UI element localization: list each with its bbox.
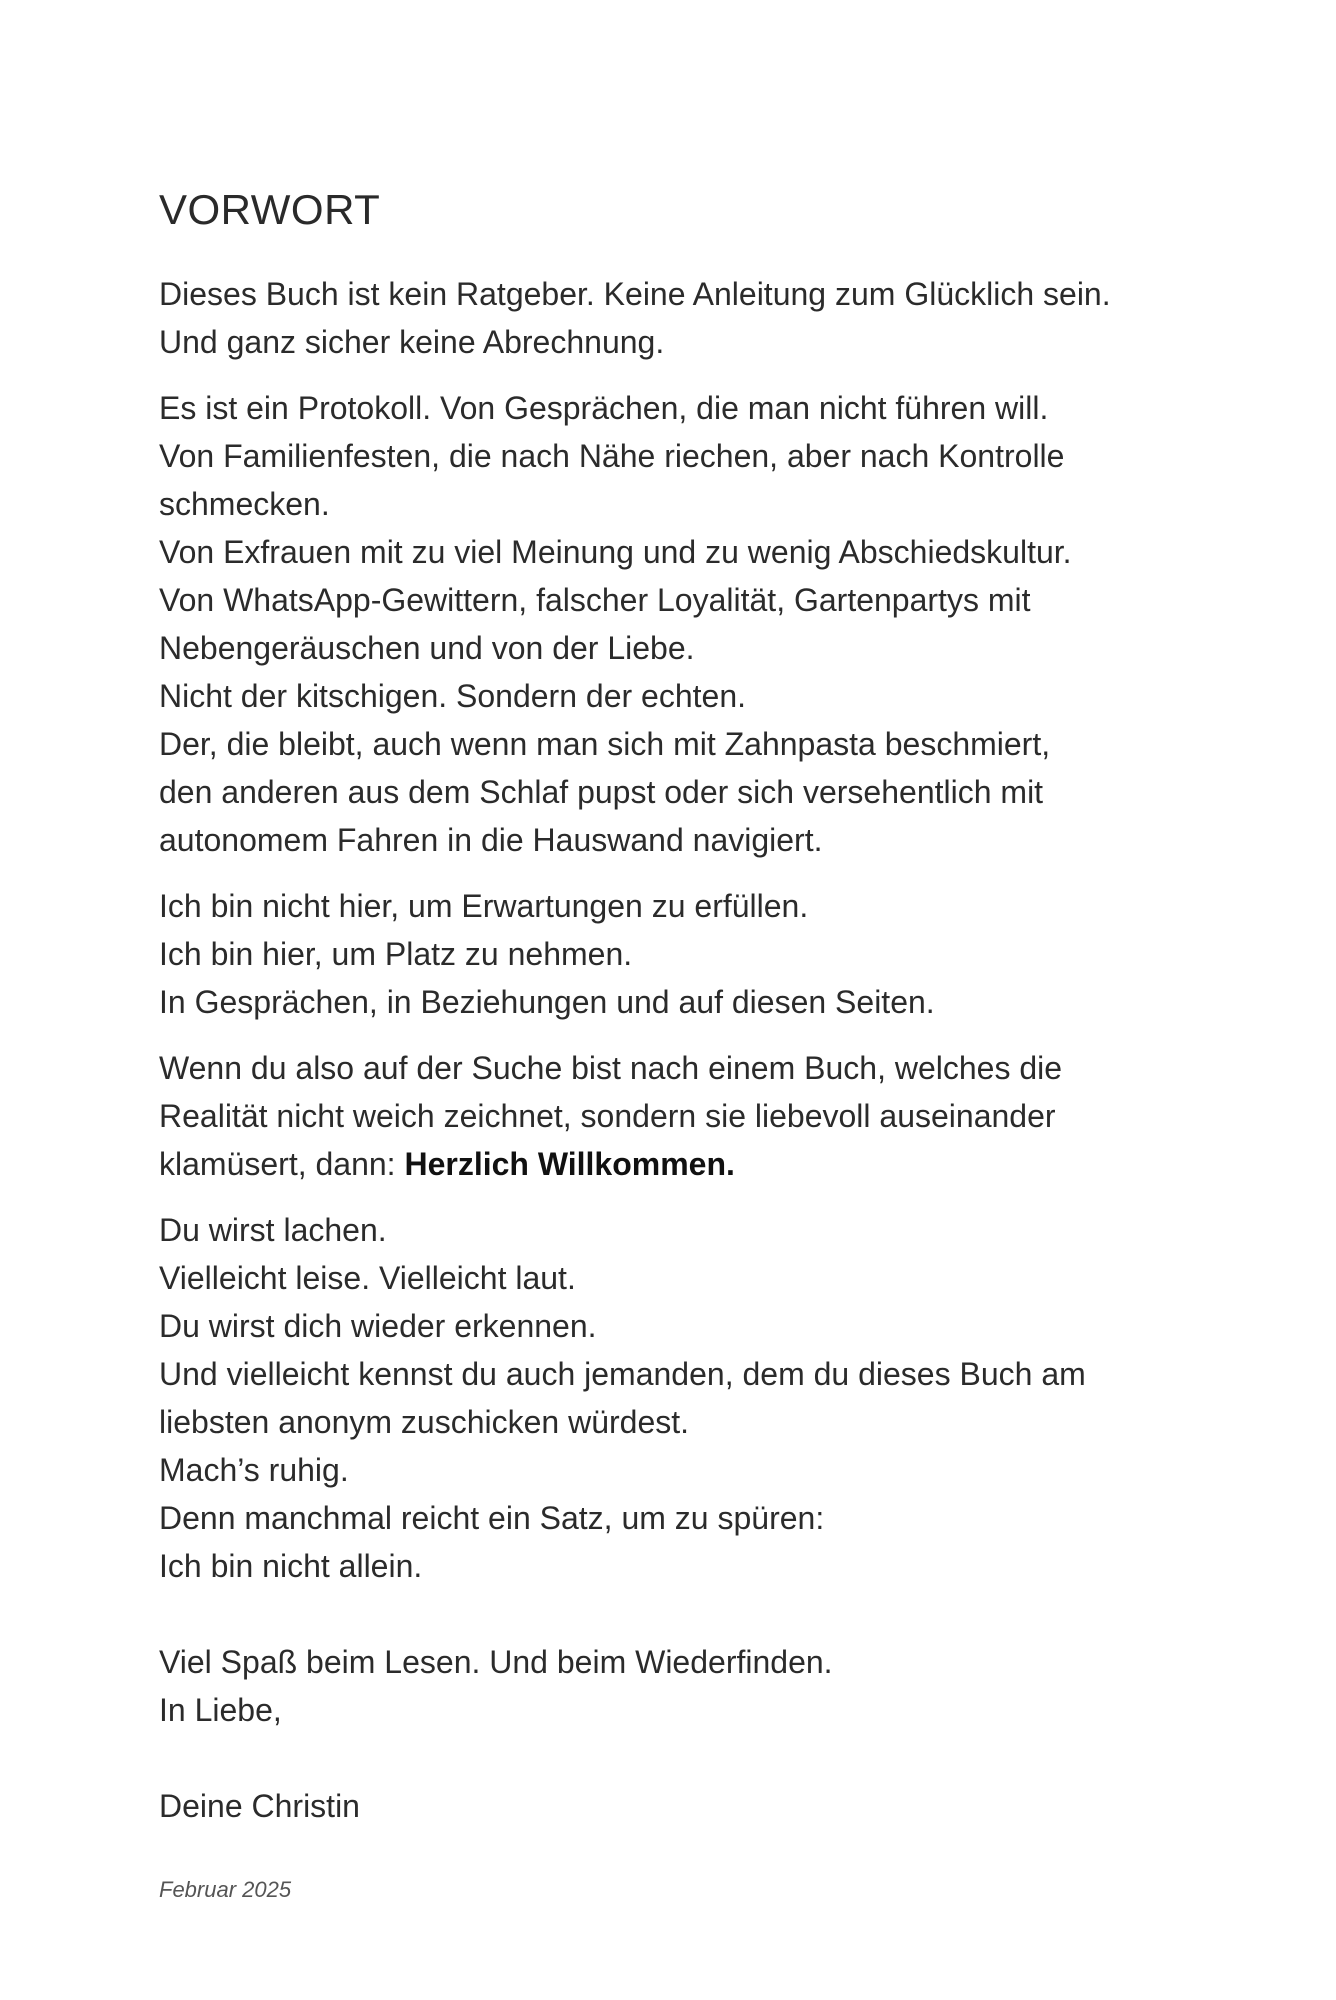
- text-fragment: klamüsert, dann:: [159, 1146, 405, 1182]
- text-line: Es ist ein Protokoll. Von Gesprächen, die man nicht führen will.: [159, 390, 1049, 426]
- text-line: Dieses Buch ist kein Ratgeber. Keine Anleitung zum Glücklich sein.: [159, 276, 1111, 312]
- text-line: autonomem Fahren in die Hauswand navigiert.: [159, 822, 823, 858]
- text-line: Von Familienfesten, die nach Nähe riechen, aber nach Kontrolle: [159, 438, 1065, 474]
- page-title: VORWORT: [159, 186, 381, 233]
- paragraph-3: [159, 882, 1219, 1026]
- text-line: Ich bin nicht allein.: [159, 1548, 423, 1584]
- text-line: Wenn du also auf der Suche bist nach einem Buch, welches die: [159, 1050, 1063, 1086]
- welcome-emphasis: Herzlich Willkommen.: [404, 1146, 735, 1182]
- text-line: Realität nicht weich zeichnet, sondern sie liebevoll auseinander: [159, 1098, 1056, 1134]
- text-line: Vielleicht leise. Vielleicht laut.: [159, 1260, 576, 1296]
- paragraph-5: [159, 1206, 1219, 1590]
- text-line: Ich bin nicht hier, um Erwartungen zu erfüllen.: [159, 888, 809, 924]
- text-line: schmecken.: [159, 486, 330, 522]
- text-line: Nebengeräuschen und von der Liebe.: [159, 630, 695, 666]
- paragraph-6: [159, 1638, 1219, 1734]
- spacer: [159, 1752, 1219, 1782]
- text-line: Viel Spaß beim Lesen. Und beim Wiederfinden.: [159, 1644, 833, 1680]
- text-line: In Gesprächen, in Beziehungen und auf diesen Seiten.: [159, 984, 935, 1020]
- text-line: Und ganz sicher keine Abrechnung.: [159, 324, 665, 360]
- text-line: Du wirst lachen.: [159, 1212, 387, 1248]
- text-line: Von WhatsApp-Gewittern, falscher Loyalität, Gartenpartys mit: [159, 582, 1031, 618]
- paragraph-2: [159, 384, 1219, 864]
- text-line: Von Exfrauen mit zu viel Meinung und zu wenig Abschiedskultur.: [159, 534, 1072, 570]
- text-line: Und vielleicht kennst du auch jemanden, dem du dieses Buch am: [159, 1356, 1086, 1392]
- spacer: [159, 1608, 1219, 1638]
- paragraph-4: [159, 1044, 1219, 1188]
- text-line: Ich bin hier, um Platz zu nehmen.: [159, 936, 633, 972]
- paragraph-1: [159, 270, 1219, 366]
- text-line: Mach’s ruhig.: [159, 1452, 349, 1488]
- text-line: den anderen aus dem Schlaf pupst oder sich versehentlich mit: [159, 774, 1044, 810]
- text-line-with-emphasis: [159, 1140, 1219, 1188]
- text-line: Denn manchmal reicht ein Satz, um zu spüren:: [159, 1500, 825, 1536]
- text-line: Du wirst dich wieder erkennen.: [159, 1308, 597, 1344]
- text-line: Der, die bleibt, auch wenn man sich mit Zahnpasta beschmiert,: [159, 726, 1051, 762]
- text-line: liebsten anonym zuschicken würdest.: [159, 1404, 690, 1440]
- date-line: Februar 2025: [159, 1877, 292, 1902]
- signature: Deine Christin: [159, 1788, 360, 1824]
- text-line: In Liebe,: [159, 1692, 282, 1728]
- document-page: [159, 182, 1219, 1904]
- text-line: Nicht der kitschigen. Sondern der echten.: [159, 678, 746, 714]
